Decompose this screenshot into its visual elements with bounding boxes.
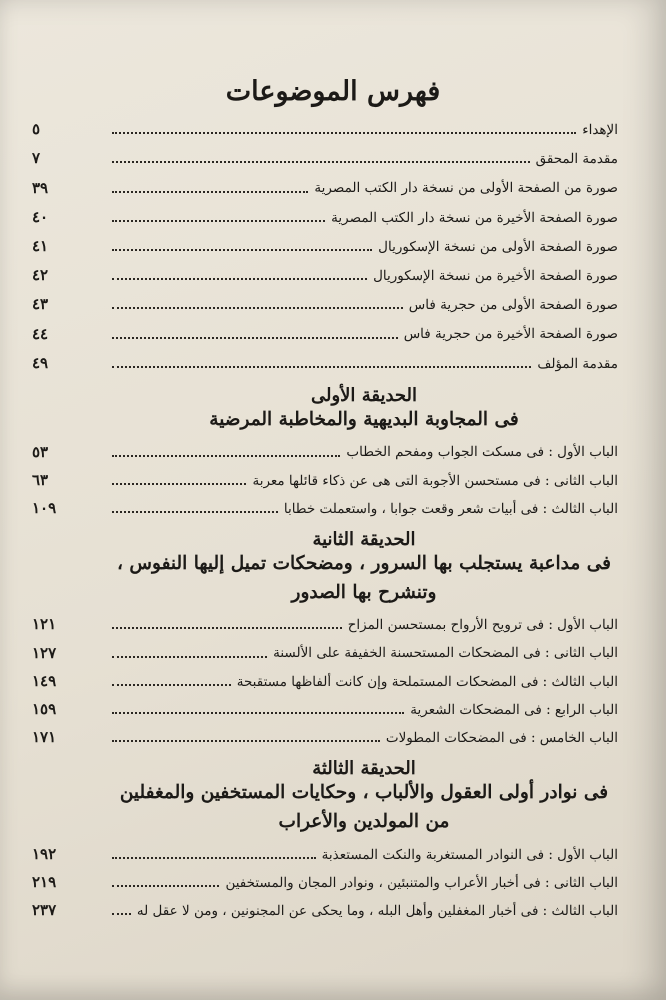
toc-entry (32, 671, 618, 690)
garden-section (32, 528, 618, 747)
garden-section (32, 758, 618, 920)
dot-leader (112, 857, 316, 859)
toc-entry-page-number: ٤١ (32, 236, 49, 255)
toc-entry-label: صورة الصفحة الأخيرة من نسخة الإسكوريال (373, 267, 618, 284)
toc-entry (32, 700, 618, 719)
toc-entry-page-number: ٥٣ (32, 442, 49, 461)
toc-entry-page-number: ١٩٢ (32, 844, 57, 863)
dot-leader (112, 132, 576, 134)
toc-entry-label: الإهداء (582, 122, 618, 138)
toc-entry (32, 498, 618, 517)
garden-section (32, 384, 618, 517)
dot-leader (112, 307, 403, 309)
toc-entry-page-number: ١٢٧ (32, 643, 57, 662)
toc-entry-page-number: ٢١٩ (32, 872, 57, 891)
toc-entry-label: الباب الأول : فى ترويح الأرواح بمستحسن المزاح (347, 617, 618, 634)
dot-leader (112, 455, 340, 457)
toc-entry-label: الباب الرابع : فى المضحكات الشعرية (410, 701, 618, 718)
toc-entry-page-number: ٤٠ (32, 207, 49, 226)
toc-entry-page-number: ٤٢ (32, 266, 49, 285)
front-matter-list (32, 120, 618, 372)
toc-entry (32, 178, 618, 197)
toc-entry-label: صورة الصفحة الأولى من نسخة الإسكوريال (378, 238, 618, 255)
toc-entry-label: الباب الثانى : فى مستحسن الأجوبة التى هى عن ذكاء قائلها معربة (252, 472, 618, 489)
dot-leader (112, 483, 246, 485)
toc-entry (32, 728, 618, 747)
toc-entry-label: الباب الثالث : فى أبيات شعر وقعت جوابا ، واستعملت خطابا (283, 500, 618, 517)
dot-leader (112, 161, 530, 163)
dot-leader (112, 511, 278, 513)
toc-entry (32, 872, 618, 891)
garden-subtitle: فى المجاوبة البديهية والمخاطبة المرضية (209, 408, 519, 430)
toc-entry (32, 324, 618, 343)
toc-entry-label: الباب الثانى : فى المضحكات المستحسنة الخفيفة على الألسنة (273, 645, 618, 662)
toc-entry (32, 353, 618, 372)
toc-entry-label: صورة من الصفحة الأولى من نسخة دار الكتب المصرية (314, 180, 618, 197)
dot-leader (112, 885, 219, 887)
toc-entry-page-number: ٢٣٧ (32, 901, 57, 920)
dot-leader (112, 913, 131, 915)
toc-entry (32, 236, 618, 255)
toc-entry (32, 266, 618, 285)
dot-leader (112, 740, 380, 742)
toc-entry (32, 844, 618, 863)
toc-entry-page-number: ٤٤ (32, 324, 49, 343)
garden-title: الحديقة الأولى (310, 384, 418, 406)
dot-leader (112, 684, 231, 686)
toc-entry (32, 120, 618, 139)
toc-entry (32, 615, 618, 634)
garden-subtitle: فى نوادر أولى العقول والألباب ، وحكايات المستخفين والمغفلين من المولدين والأعراب (119, 782, 609, 832)
dot-leader (112, 249, 372, 251)
garden-subtitle: فى مداعبة يستجلب بها السرور ، ومضحكات تميل إليها النفوس ، وتنشرح بها الصدور (117, 552, 611, 603)
toc-entry (32, 442, 618, 461)
toc-entry-label: صورة الصفحة الأولى من حجرية فاس (408, 297, 618, 314)
toc-entry-label: الباب الثالث : فى المضحكات المستملحة وإن كانت ألفاظها مستقبحة (236, 673, 618, 690)
toc-entry-page-number: ٥ (32, 120, 41, 139)
toc-entry (32, 295, 618, 314)
garden-title: الحديقة الثالثة (312, 758, 416, 780)
toc-entry (32, 207, 618, 226)
toc-entry (32, 149, 618, 168)
toc-entry-label: الباب الثانى : فى أخبار الأعراب والمتنبئين ، ونوادر المجان والمستخفين (225, 874, 618, 891)
dot-leader (112, 712, 404, 714)
dot-leader (112, 627, 342, 629)
toc-entry-label: مقدمة المؤلف (537, 355, 618, 372)
toc-entry (32, 643, 618, 662)
toc-entry-page-number: ١٢١ (32, 615, 57, 634)
toc-entry-page-number: ٤٩ (32, 353, 49, 372)
garden-title: الحديقة الثانية (312, 528, 416, 550)
toc-entry-label: صورة الصفحة الأخيرة من حجرية فاس (403, 326, 618, 343)
dot-leader (112, 220, 325, 222)
dot-leader (112, 191, 308, 193)
toc-entry-label: مقدمة المحقق (535, 151, 618, 168)
toc-entry (32, 470, 618, 489)
dot-leader (112, 366, 531, 368)
gardens-list (32, 384, 618, 920)
dot-leader (112, 337, 398, 339)
toc-entry-page-number: ٧ (32, 149, 41, 168)
toc-entry-page-number: ١٧١ (32, 728, 57, 747)
page-title: فهرس الموضوعات (225, 76, 441, 107)
table-of-contents (32, 120, 618, 931)
toc-entry-label: صورة الصفحة الأخيرة من نسخة دار الكتب المصرية (331, 209, 618, 226)
toc-entry-label: الباب الأول : فى النوادر المستغربة والنكت المستعذبة (321, 846, 618, 863)
toc-entry-label: الباب الأول : فى مسكت الجواب ومفحم الخطاب (346, 444, 618, 461)
toc-entry (32, 901, 618, 920)
toc-entry-label: الباب الخامس : فى المضحكات المطولات (385, 730, 618, 747)
toc-entry-page-number: ٤٣ (32, 295, 49, 314)
toc-entry-label: الباب الثالث : فى أخبار المغفلين وأهل البله ، وما يحكى عن المجنونين ، ومن لا عقل له (136, 902, 618, 919)
toc-entry-page-number: ١٠٩ (32, 498, 57, 517)
toc-entry-page-number: ٦٣ (32, 470, 49, 489)
toc-entry-page-number: ٣٩ (32, 178, 49, 197)
toc-entry-page-number: ١٥٩ (32, 700, 57, 719)
dot-leader (112, 656, 267, 658)
toc-entry-page-number: ١٤٩ (32, 671, 57, 690)
dot-leader (112, 278, 367, 280)
